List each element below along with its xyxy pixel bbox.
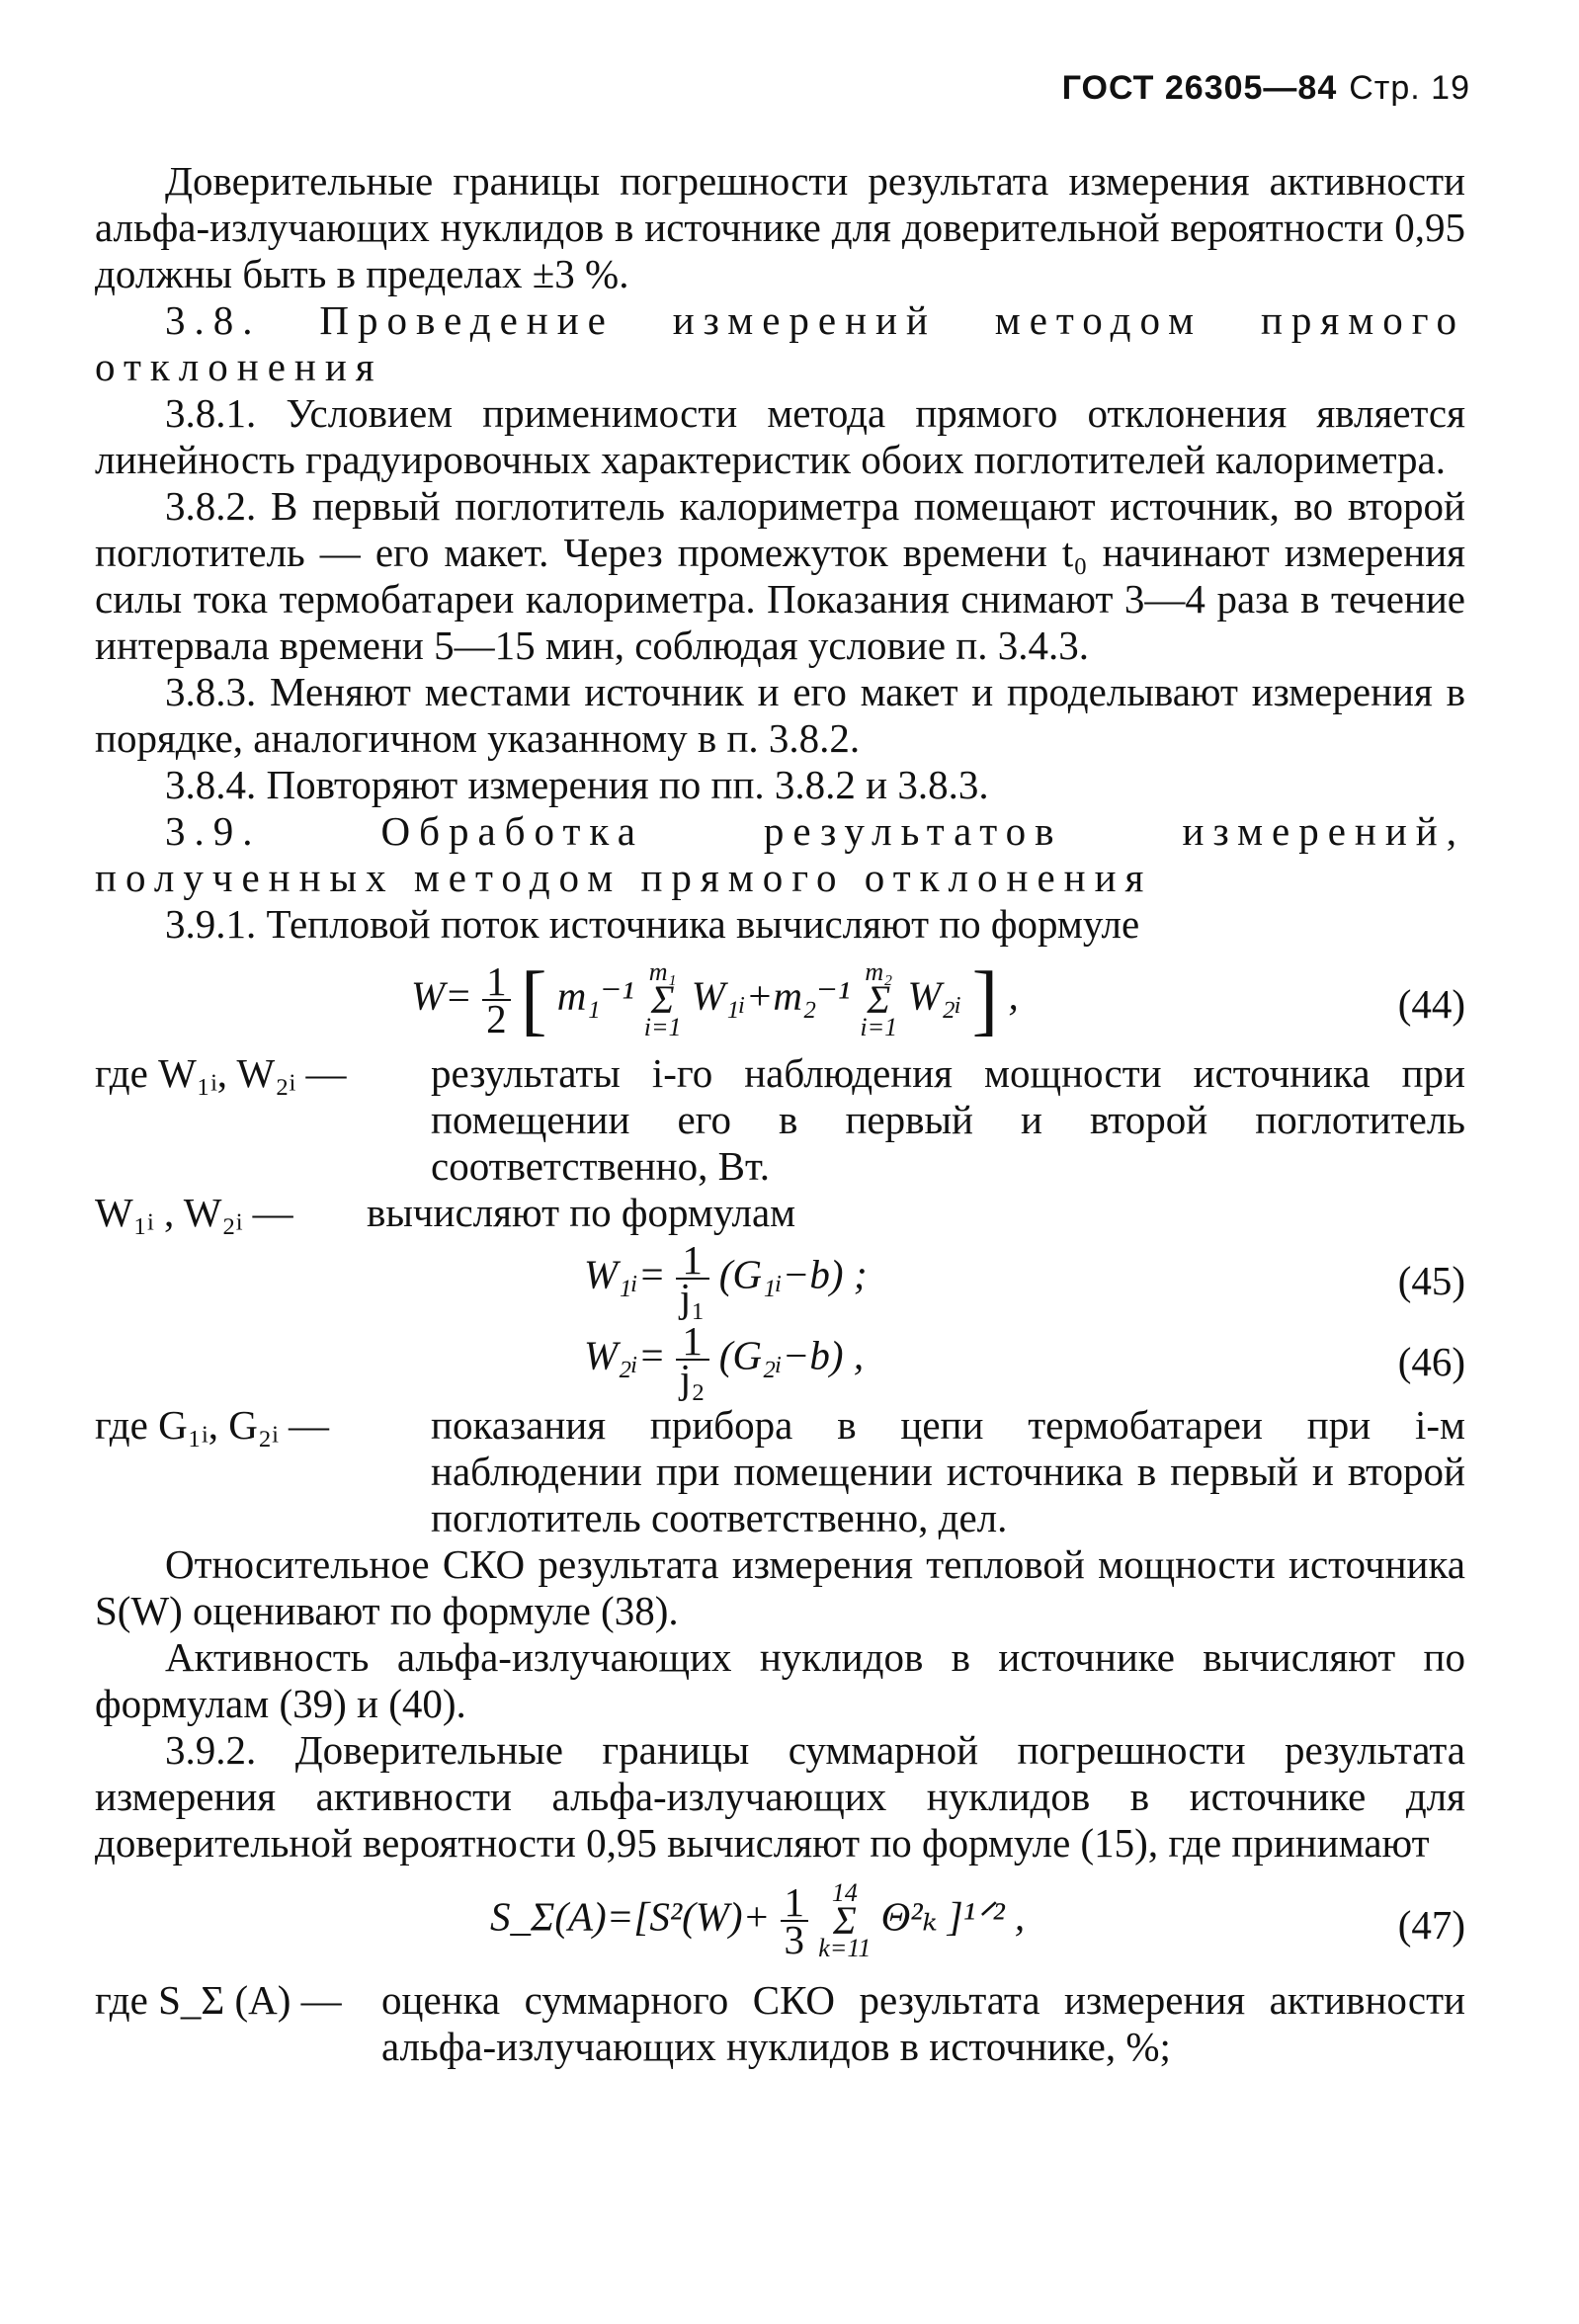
sum2-top: m₂: [865, 957, 893, 986]
paragraph-confidence: Доверительные границы погрешности результата измерения активности альфа-излучающих нуклидов в источнике для доверительной вероятности 0,95 должны быть в пределах ±3 %.: [95, 158, 1465, 296]
formula-47-frac-num: 1: [781, 1884, 809, 1922]
sum-bottom: k=11: [818, 1934, 872, 1962]
sum1-top: m₁: [648, 957, 677, 986]
where-4-label: где S_Σ (A) —: [95, 1977, 342, 2023]
formula-46: [95, 1318, 1465, 1401]
page-number: Стр. 19: [1349, 69, 1470, 107]
formula-44-term2: W₁ᵢ+m₂⁻¹: [691, 972, 851, 1019]
paragraph-sko: Относительное СКО результата измерения тепловой мощности источника S(W) оценивают по формуле (38).: [95, 1541, 1465, 1633]
paragraph-3-9-2: 3.9.2. Доверительные границы суммарной погрешности результата измерения активности альфа-излучающих нуклидов в источнике для доверительной вероятности 0,95 вычисляют по формуле (15), где принимают: [95, 1727, 1465, 1866]
formula-47-fraction: [781, 1879, 809, 1962]
paragraph-3-9-1: 3.9.1. Тепловой поток источника вычисляют по формуле: [165, 901, 1140, 947]
paragraph-3-8-1: 3.8.1. Условием применимости метода прямого отклонения является линейность градуировочных характеристик обоих поглотителей калориметра.: [95, 390, 1465, 482]
formula-44-frac-num: 1: [482, 963, 511, 1001]
formula-44-lhs: W=: [411, 972, 472, 1019]
formula-44-number: (44): [1397, 981, 1465, 1027]
where-1-label: где W₁ᵢ, W₂ᵢ —: [95, 1050, 347, 1096]
formula-44-term1: m₁⁻¹: [556, 972, 634, 1019]
where-3-text: показания прибора в цепи термобатареи при i-м наблюдении при помещении источника в первый и второй поглотитель соответственно, дел.: [431, 1402, 1465, 1540]
formula-47-lhs: S_Σ(A)=[S²(W)+: [490, 1893, 771, 1940]
paragraph-3-8-4: 3.8.4. Повторяют измерения по пп. 3.8.2 и 3.8.3.: [165, 762, 989, 807]
document-body: [95, 158, 1465, 2070]
formula-46-frac-num: 1: [676, 1323, 709, 1361]
where-2-text: вычисляют по формулам: [367, 1190, 796, 1235]
formula-47-sum: [818, 1880, 871, 1961]
formula-46-number: (46): [1397, 1339, 1465, 1384]
formula-45-frac-den: j₁: [679, 1275, 706, 1320]
where-block-3: [95, 1402, 1465, 1541]
formula-44-sum1: [644, 959, 682, 1040]
formula-46-lhs: W₂ᵢ=: [584, 1332, 666, 1378]
section-3-8-heading: 3.8. Проведение измерений методом прямого отклонения: [95, 297, 1465, 389]
formula-45-lhs: W₁ᵢ=: [584, 1251, 666, 1297]
left-bracket: [: [520, 956, 547, 1043]
formula-47-frac-den: 3: [784, 1917, 805, 1962]
right-bracket: ]: [971, 956, 999, 1043]
where-block-1: [95, 1050, 1465, 1190]
formula-47: [95, 1870, 1465, 1973]
formula-46-expression: [584, 1318, 865, 1401]
formula-45-rhs: (G₁ᵢ−b) ;: [718, 1251, 868, 1297]
where-4-text: оценка суммарного СКО результата измерения активности альфа-излучающих нуклидов в источнике, %;: [381, 1977, 1465, 2069]
formula-44-fraction: [482, 958, 511, 1041]
formula-45: [95, 1237, 1465, 1320]
formula-45-frac-num: 1: [676, 1242, 709, 1280]
formula-47-number: (47): [1397, 1902, 1465, 1948]
formula-47-expression: [490, 1880, 1025, 1983]
formula-44-expression: [411, 956, 1019, 1054]
standard-number: ГОСТ 26305—84: [1061, 69, 1338, 107]
formula-46-rhs: (G₂ᵢ−b) ,: [718, 1332, 865, 1378]
formula-44-frac-den: 2: [486, 996, 507, 1041]
section-3-9-heading: 3.9. Обработка результатов измерений, полученных методом прямого отклонения: [95, 808, 1465, 900]
sum1-bottom: i=1: [643, 1013, 682, 1041]
formula-46-frac-den: j₂: [679, 1356, 706, 1401]
where-1-text: результаты i-го наблюдения мощности источника при помещении его в первый и второй поглотитель соответственно, Вт.: [431, 1050, 1465, 1189]
formula-44-tail: ,: [1008, 972, 1019, 1019]
formula-45-fraction: [676, 1237, 709, 1320]
formula-45-number: (45): [1397, 1258, 1465, 1303]
page-header: [1062, 65, 1470, 112]
where-2-label: W₁ᵢ , W₂ᵢ —: [95, 1190, 293, 1235]
formula-45-expression: [584, 1237, 868, 1320]
formula-47-rhs: Θ²ₖ ]¹ᐟ² ,: [880, 1893, 1026, 1940]
where-block-4: [95, 1977, 1465, 2070]
sigma-icon: Σ: [650, 977, 675, 1022]
paragraph-3-8-2: 3.8.2. В первый поглотитель калориметра помещают источник, во второй поглотитель — его макет. Через промежуток времени t₀ начинают измерения силы тока термобатареи калориметра. Показания снимают 3—4 раза в течение интервала времени 5—15 мин, соблюдая условие п. 3.4.3.: [95, 483, 1465, 668]
where-3-label: где G₁ᵢ, G₂ᵢ —: [95, 1402, 330, 1448]
sum-top: 14: [831, 1878, 858, 1907]
sigma-icon: Σ: [867, 977, 891, 1022]
formula-46-fraction: [676, 1318, 709, 1401]
where-block-2: [95, 1190, 1465, 1236]
sigma-icon: Σ: [832, 1898, 857, 1943]
sum2-bottom: i=1: [860, 1013, 898, 1041]
paragraph-activity: Активность альфа-излучающих нуклидов в источнике вычисляют по формулам (39) и (40).: [95, 1634, 1465, 1726]
formula-44: [95, 952, 1465, 1046]
formula-44-term3: W₂ᵢ: [907, 972, 962, 1019]
formula-44-sum2: [860, 959, 897, 1040]
paragraph-3-8-3: 3.8.3. Меняют местами источник и его макет и проделывают измерения в порядке, аналогичном указанному в п. 3.8.2.: [95, 669, 1465, 761]
